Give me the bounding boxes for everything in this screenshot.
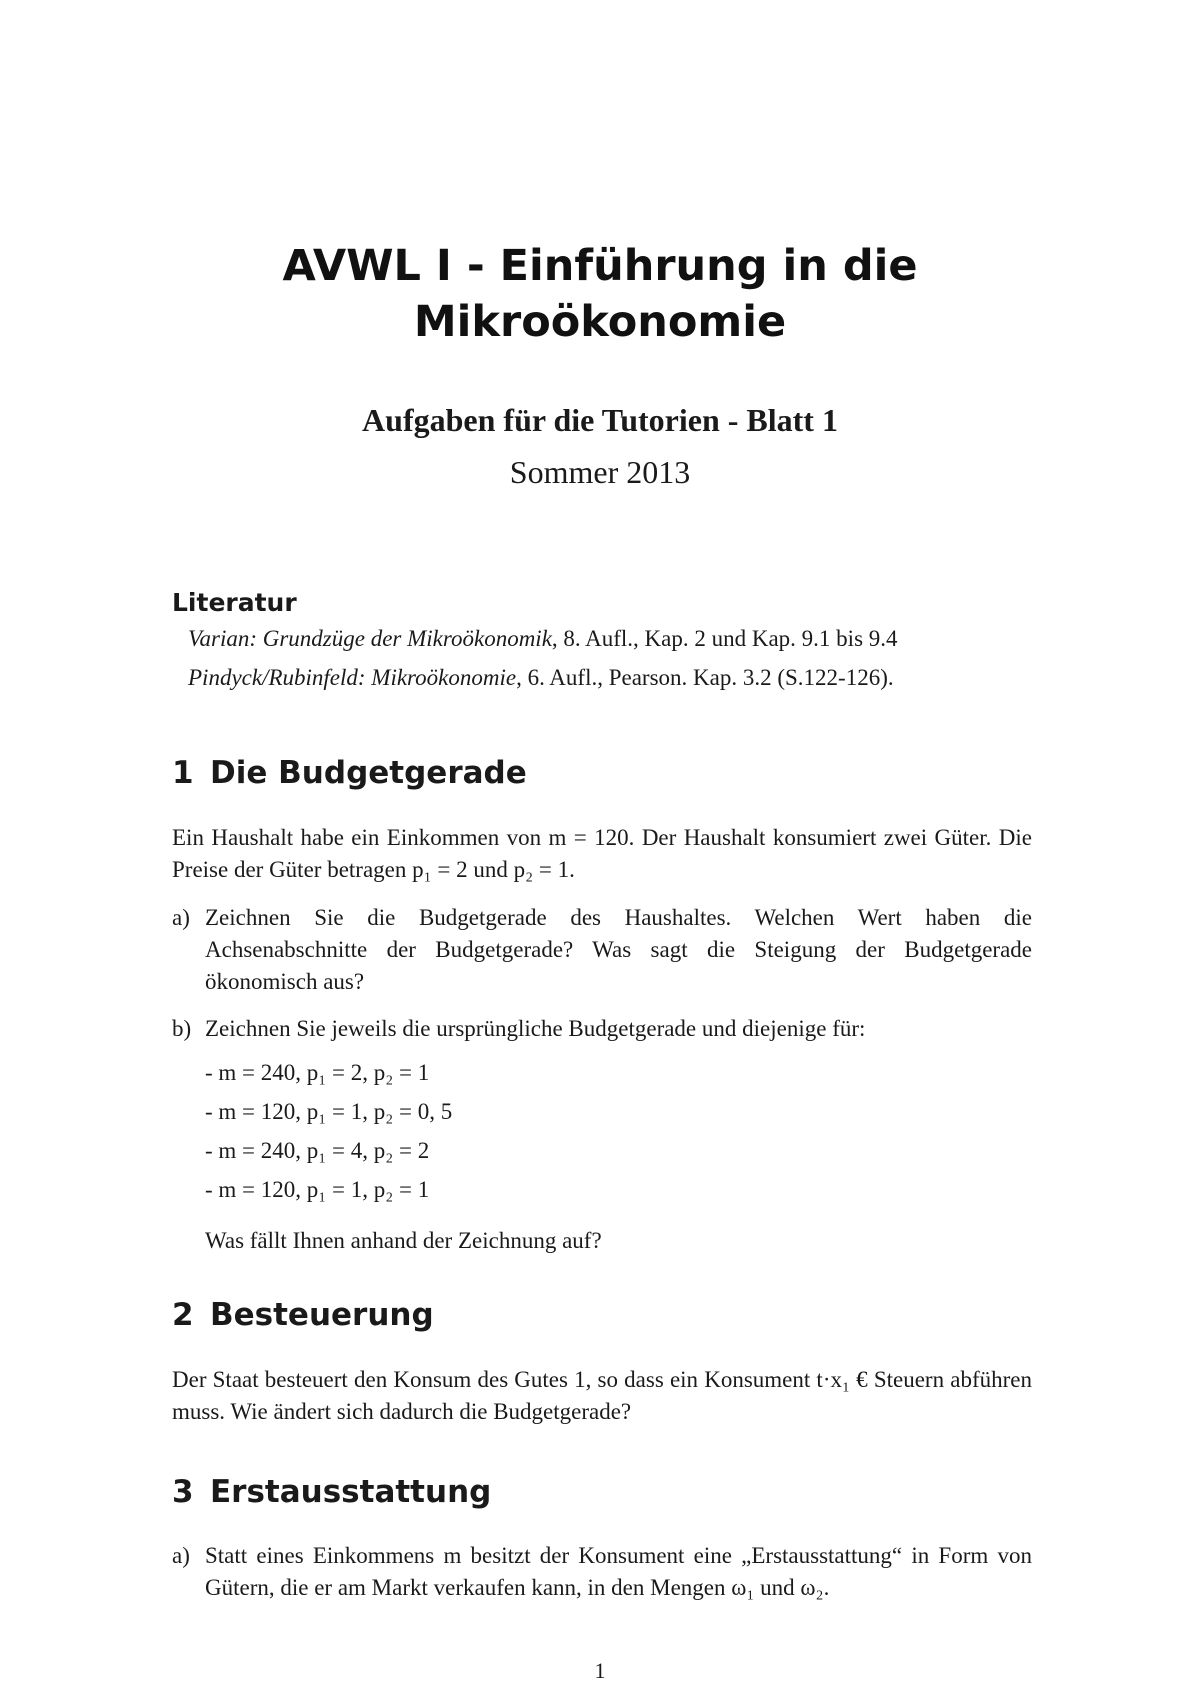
section-3-number: 3	[172, 1474, 194, 1510]
case-3: - m = 240, p₁ = 4, p₂ = 2	[205, 1138, 430, 1163]
semester-label: Sommer 2013	[509, 454, 691, 490]
section-2-title: Besteuerung	[210, 1297, 434, 1333]
section-2-text: Der Staat besteuert den Konsum des Gutes 1, so dass ein Konsument t·x₁ € Steuern abführen muss. Wie ändert sich dadurch die Budgetgerade?	[172, 1367, 1032, 1424]
section-1-number: 1	[172, 755, 194, 791]
task-a-label: a)	[172, 905, 190, 930]
literature-heading: Literatur	[172, 588, 297, 617]
literature-entry-1	[188, 626, 898, 652]
title-line-2: Mikroökonomie	[413, 297, 787, 347]
case-1: - m = 240, p₁ = 2, p₂ = 1	[205, 1060, 430, 1085]
task-a-text: Zeichnen Sie die Budgetgerade des Haushaltes. Welchen Wert haben die Achsenabschnitte der Budgetgerade? Was sagt die Steigung der Budgetgerade ökonomisch aus?	[205, 905, 1032, 994]
section-1-intro: Ein Haushalt habe ein Einkommen von m = 120. Der Haushalt konsumiert zwei Güter. Die Preise der Güter betragen p₁ = 2 und p₂ = 1.	[172, 825, 1032, 882]
section-1-title: Die Budgetgerade	[210, 755, 527, 791]
section-2-number: 2	[172, 1297, 194, 1333]
literature-entry-2-title: Pindyck/Rubinfeld: Mikroökonomie	[188, 665, 517, 690]
case-4: - m = 120, p₁ = 1, p₂ = 1	[205, 1177, 430, 1202]
literature-entry-1-title: Varian: Grundzüge der Mikroökonomik	[188, 626, 552, 651]
section-1-heading	[172, 755, 527, 791]
section-3-heading	[172, 1474, 491, 1510]
section-3-task-a-text: Statt eines Einkommens m besitzt der Konsument eine „Erstausstattung“ in Form von Gütern, die er am Markt verkaufen kann, in den Mengen ω₁ und ω₂.	[205, 1543, 1032, 1600]
case-2: - m = 120, p₁ = 1, p₂ = 0, 5	[205, 1099, 453, 1124]
literature-entry-2-details: , 6. Aufl., Pearson. Kap. 3.2 (S.122-126).	[516, 665, 894, 690]
page-number: 1	[594, 1658, 606, 1683]
section-3-task-a-label: a)	[172, 1543, 190, 1568]
document-subtitle: Aufgaben für die Tutorien - Blatt 1	[362, 402, 838, 438]
task-b-text: Zeichnen Sie jeweils die ursprüngliche Budgetgerade und diejenige für:	[205, 1016, 866, 1041]
section-2-heading	[172, 1297, 434, 1333]
title-line-1: AVWL I - Einführung in die	[282, 241, 918, 291]
section-3-task-a	[172, 1540, 1032, 1604]
task-b-question: Was fällt Ihnen anhand der Zeichnung auf?	[205, 1228, 602, 1253]
literature-entry-1-details: , 8. Aufl., Kap. 2 und Kap. 9.1 bis 9.4	[551, 626, 898, 651]
task-b-question-row	[172, 1225, 1032, 1257]
section-1-task-a	[172, 902, 1032, 998]
task-b-label: b)	[172, 1016, 192, 1041]
section-1-task-b	[172, 1013, 1032, 1045]
literature-entry-2	[188, 665, 894, 691]
section-3-title: Erstausstattung	[210, 1474, 492, 1510]
document-title	[0, 238, 1200, 350]
